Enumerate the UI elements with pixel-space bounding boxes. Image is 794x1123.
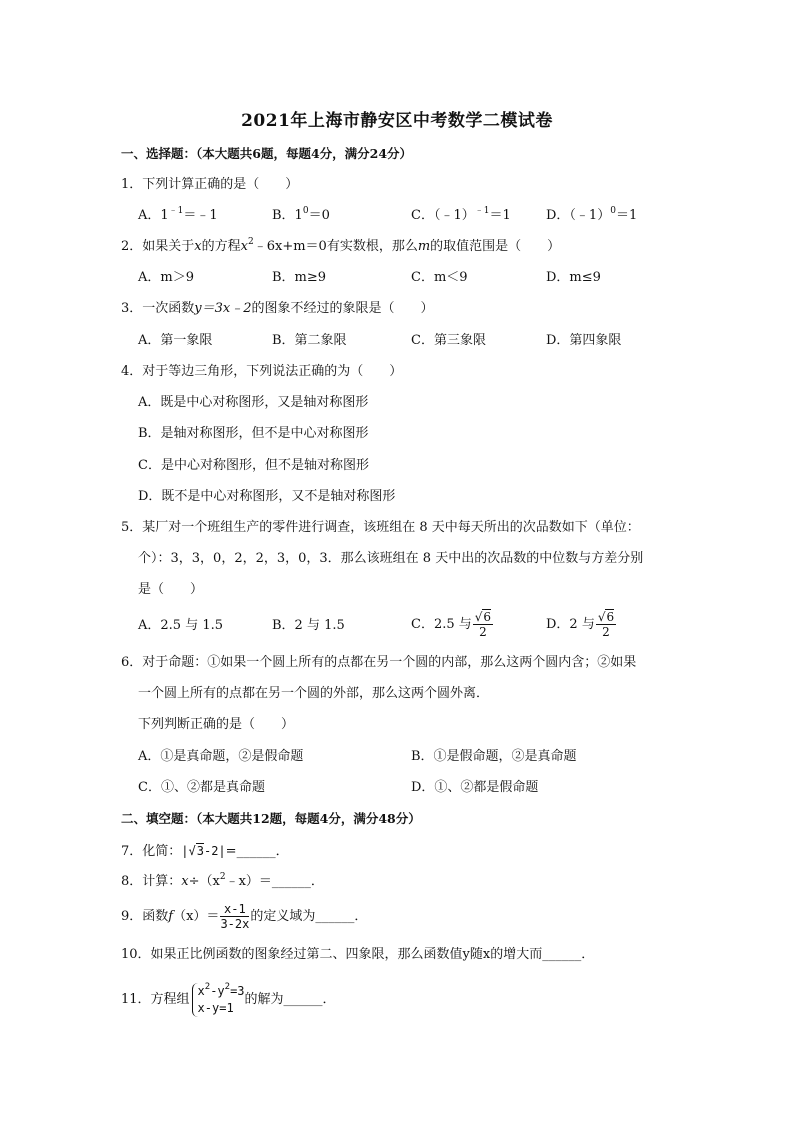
question-11: 11．方程组 $x^2-y^2=3$ x-y=1 的解为______． xyxy=(121,981,336,1015)
question-5-line-2: 个）：3，3，0，2，2，3，0，3．那么该班组在 8 天中出的次品数的中位数与方差分别 xyxy=(138,551,644,566)
q9-fraction: $\frac{x-1}{3-2x}$ xyxy=(220,902,250,931)
equation-system: $x^2-y^2=3$ x-y=1 xyxy=(192,983,245,1017)
q6-option-b: B．①是假命题，②是真命题 xyxy=(411,749,577,764)
question-3: 3．一次函数y＝3x﹣2的图象不经过的象限是（ ） xyxy=(121,301,434,316)
q4-option-c: C．是中心对称图形，但不是轴对称图形 xyxy=(138,458,369,473)
q3-option-a: A．第一象限 xyxy=(138,333,213,348)
page-title: 2021年上海市静安区中考数学二模试卷 xyxy=(241,111,553,131)
question-4: 4．对于等边三角形，下列说法正确的为（ ） xyxy=(121,364,403,379)
q4-option-b: B．是轴对称图形，但不是中心对称图形 xyxy=(138,426,369,441)
question-6-line-3: 下列判断正确的是（ ） xyxy=(138,717,295,732)
q4-option-a: A．既是中心对称图形，又是轴对称图形 xyxy=(138,395,369,410)
q2-option-c: C．m＜9 xyxy=(411,270,468,285)
q1-option-c: C．（﹣1）$^{﹣1}$＝1 xyxy=(411,206,511,223)
question-1: 1．下列计算正确的是（ ） xyxy=(121,177,299,192)
q5-option-c: C．2.5 与 $\frac{√6}{2}$ xyxy=(411,610,492,639)
q1-option-a: A．$1^{﹣1}=﹣1$ xyxy=(138,206,218,223)
question-10: 10．如果正比例函数的图象经过第二、四象限，那么函数值y随x的增大而______． xyxy=(121,947,595,962)
q3-option-c: C．第三象限 xyxy=(411,333,486,348)
sqrt6-over-2-fraction: $\frac{√6}{2}$ xyxy=(474,610,492,639)
q5-option-a: A．2.5 与 1.5 xyxy=(138,618,224,633)
q3-option-d: D．第四象限 xyxy=(546,333,622,348)
section-1-heading: 一、选择题：（本大题共6题，每题4分，满分24分） xyxy=(121,146,413,161)
q6-option-a: A．①是真命题，②是假命题 xyxy=(138,749,304,764)
question-2: 2．如果关于x的方程$x^2﹣6x+m=0$有实数根，那么m的取值范围是（ ） xyxy=(121,237,561,254)
q6-option-d: D．①、②都是假命题 xyxy=(411,780,539,795)
q2-option-a: A．m＞9 xyxy=(138,270,194,285)
question-6-line-2: 一个圆上所有的点都在另一个圆的外部，那么这两个圆外离． xyxy=(138,686,490,701)
q5-option-b: B．2 与 1.5 xyxy=(272,618,345,633)
sqrt6-over-2-fraction: $\frac{√6}{2}$ xyxy=(597,610,615,639)
q3-option-b: B．第二象限 xyxy=(272,333,347,348)
question-8: 8．计算：$x\div(x^2﹣x)=\_\_\_\_\_\_$． xyxy=(121,872,324,889)
question-7: 7．化简：|√3-2|=______． xyxy=(121,844,289,859)
question-6-line-1: 6．对于命题：①如果一个圆上所有的点都在另一个圆的内部，那么这两个圆内含；②如果 xyxy=(121,655,637,670)
q2-option-b: B．m≥9 xyxy=(272,270,327,285)
q2-option-d: D．m≤9 xyxy=(546,270,601,285)
q5-option-d: D．2 与 $\frac{√6}{2}$ xyxy=(546,610,615,639)
q1-option-d: D．（﹣1）$^0$＝1 xyxy=(546,206,638,223)
question-5-line-1: 5．某厂对一个班组生产的零件进行调查，该班组在 8 天中每天所出的次品数如下（单位： xyxy=(121,520,640,535)
question-9: 9．函数f（x）＝ $\frac{x-1}{3-2x}$ 的定义域为______． xyxy=(121,902,368,931)
q6-option-c: C．①、②都是真命题 xyxy=(138,780,265,795)
q4-option-d: D．既不是中心对称图形，又不是轴对称图形 xyxy=(138,489,396,504)
question-5-line-3: 是（ ） xyxy=(138,582,204,597)
q1-option-b: B．$1^0=0$ xyxy=(272,206,330,223)
section-2-heading: 二、填空题：（本大题共12题，每题4分，满分48分） xyxy=(121,811,421,826)
